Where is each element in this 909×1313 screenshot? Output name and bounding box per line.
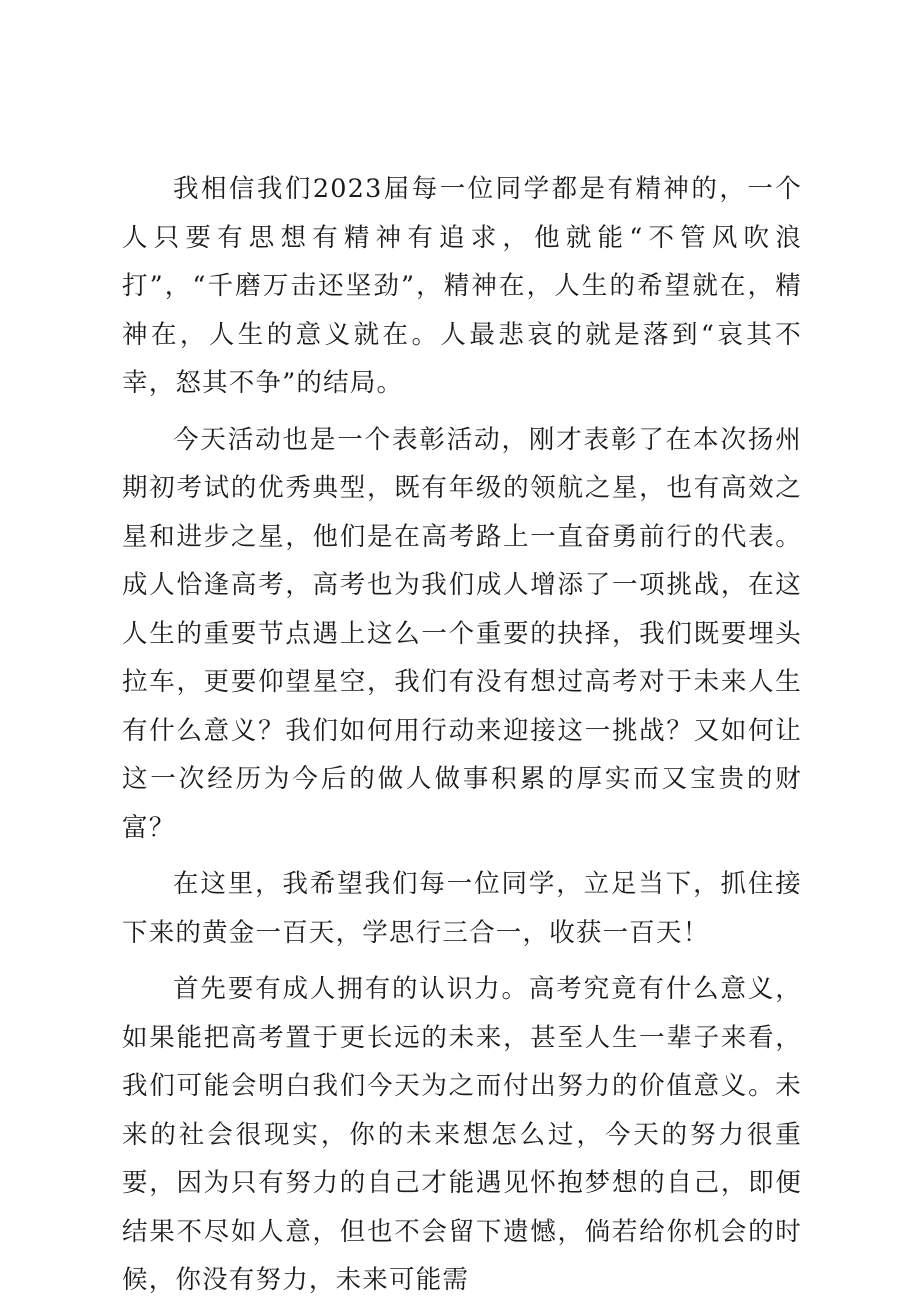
- paragraph-4: 首先要有成人拥有的认识力。高考究竟有什么意义，如果能把高考置于更长远的未来，甚至人生一辈子来看，我们可能会明白我们今天为之而付出努力的价值意义。未来的社会很现实，你的未来想怎么过，今天的努力很重要，因为只有努力的自己才能遇见怀抱梦想的自己，即便结果不尽如人意，但也不会留下遗憾，倘若给你机会的时候，你没有努力，未来可能需: [122, 974, 802, 1295]
- paragraph-3: 在这里，我希望我们每一位同学，立足当下，抓住接下来的黄金一百天，学思行三合一，收获一百天！: [122, 869, 802, 948]
- paragraph-2: 今天活动也是一个表彰活动，刚才表彰了在本次扬州期初考试的优秀典型，既有年级的领航之星，也有高效之星和进步之星，他们是在高考路上一直奋勇前行的代表。成人恰逢高考，高考也为我们成人增添了一项挑战，在这人生的重要节点遇上这么一个重要的抉择，我们既要埋头拉车，更要仰望星空，我们有没有想过高考对于未来人生有什么意义？我们如何用行动来迎接这一挑战？又如何让这一次经历为今后的做人做事积累的厚实而又宝贵的财富？: [122, 424, 802, 843]
- paragraph-1: 我相信我们2023届每一位同学都是有精神的，一个人只要有思想有精神有追求，他就能“不管风吹浪打”，“千磨万击还坚劲”，精神在，人生的希望就在，精神在，人生的意义就在。人最悲哀的就是落到“哀其不幸，怒其不争”的结局。: [122, 174, 802, 398]
- document-body: [122, 165, 802, 1313]
